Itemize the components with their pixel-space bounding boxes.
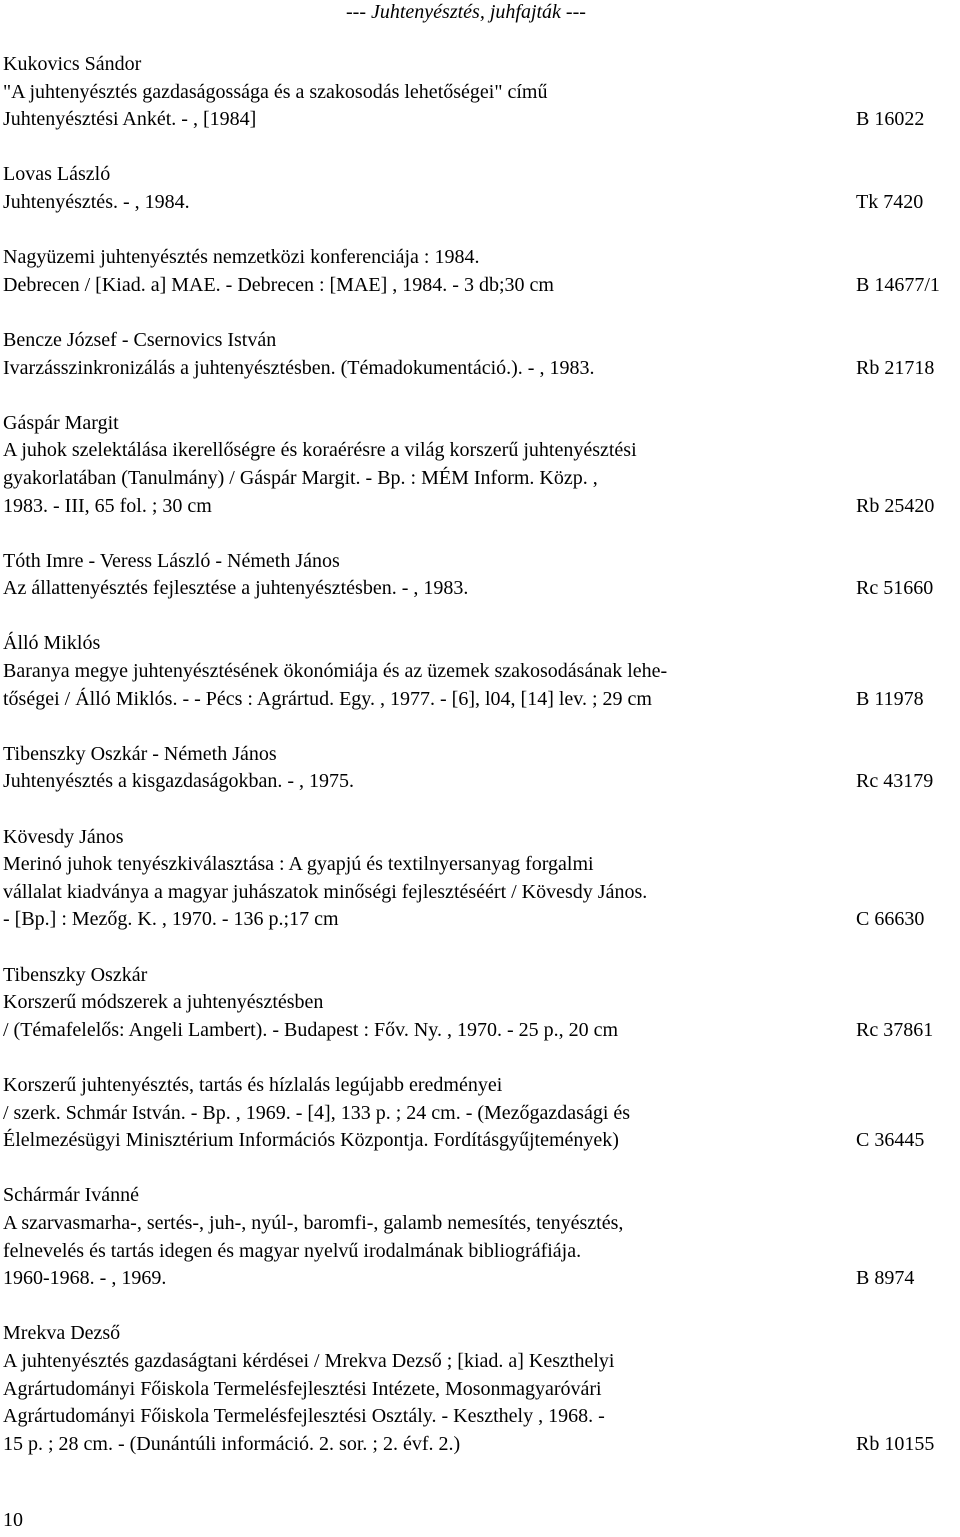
bibliography-entry	[3, 1320, 955, 1458]
page-number: 10	[3, 1509, 23, 1531]
entry-text: Korszerű módszerek a juhtenyésztésben	[3, 991, 324, 1014]
bibliography-entry	[3, 548, 955, 603]
entry-text: Élelmezésügyi Minisztérium Információs Központja. Fordításgyűjtemények)	[3, 1129, 619, 1152]
entry-author: Kövesdy János	[3, 825, 124, 848]
entry-text-line	[3, 272, 955, 300]
entry-text: Juhtenyésztési Ankét. - , [1984]	[3, 108, 257, 131]
bibliography-entry	[3, 410, 955, 520]
entry-text-line	[3, 1210, 955, 1238]
entry-author: Bencze József - Csernovics István	[3, 328, 277, 351]
entry-author-line	[3, 741, 955, 769]
entry-text: felnevelés és tartás idegen és magyar nyelvű irodalmának bibliográfiája.	[3, 1239, 582, 1262]
call-number: C 66630	[856, 908, 925, 931]
call-number: B 8974	[856, 1267, 915, 1290]
entry-text: tőségei / Álló Miklós. - - Pécs : Agrártud. Egy. , 1977. - [6], l04, [14] lev. ; 29 cm	[3, 687, 652, 710]
entry-text: / (Témafelelős: Angeli Lambert). - Budapest : Főv. Ny. , 1970. - 25 p., 20 cm	[3, 1018, 619, 1041]
entry-text-line	[3, 1238, 955, 1266]
entry-author: Lovas László	[3, 163, 111, 186]
entry-author: Mrekva Dezső	[3, 1322, 121, 1345]
bibliography-entry	[3, 741, 955, 796]
entry-author: Tibenszky Oszkár - Németh János	[3, 742, 277, 765]
call-number: Rc 43179	[856, 770, 934, 793]
entry-author-line	[3, 51, 955, 79]
entry-text-line	[3, 1265, 955, 1293]
entry-author: Nagyüzemi juhtenyésztés nemzetközi konferenciája : 1984.	[3, 246, 480, 269]
entry-text: 15 p. ; 28 cm. - (Dunántúli információ. 2. sor. ; 2. évf. 2.)	[3, 1432, 461, 1455]
call-number: B 11978	[856, 687, 924, 710]
entry-text: - [Bp.] : Mezőg. K. , 1970. - 136 p.;17 cm	[3, 908, 339, 931]
bibliography-entry	[3, 1072, 955, 1155]
entry-author-line	[3, 548, 955, 576]
bibliography-entry	[3, 1182, 955, 1292]
call-number: Rb 10155	[856, 1432, 935, 1455]
bibliography-entry	[3, 51, 955, 134]
entry-text-line	[3, 189, 955, 217]
entry-text: Merinó juhok tenyészkiválasztása : A gyapjú és textilnyersanyag forgalmi	[3, 853, 594, 876]
entry-author-line	[3, 824, 955, 852]
entry-text: 1960-1968. - , 1969.	[3, 1267, 167, 1290]
call-number: B 16022	[856, 108, 925, 131]
entry-author-line	[3, 630, 955, 658]
entry-text: Juhtenyésztés a kisgazdaságokban. - , 1975.	[3, 770, 355, 793]
entry-text: "A juhtenyésztés gazdaságossága és a szakosodás lehetőségei" című	[3, 80, 548, 103]
entry-text: A juhtenyésztés gazdaságtani kérdései / Mrekva Dezső ; [kiad. a] Keszthelyi	[3, 1349, 615, 1372]
entry-text-line	[3, 768, 955, 796]
bibliography-entry	[3, 327, 955, 382]
entry-author: Tibenszky Oszkár	[3, 963, 148, 986]
entry-author: Korszerű juhtenyésztés, tartás és hízlalás legújabb eredményei	[3, 1073, 503, 1096]
entry-text-line	[3, 106, 955, 134]
bibliography-entry	[3, 962, 955, 1045]
entry-text-line	[3, 686, 955, 714]
call-number: Rc 51660	[856, 577, 934, 600]
entry-text: Juhtenyésztés. - , 1984.	[3, 190, 190, 213]
entry-text-line	[3, 1100, 955, 1128]
entry-text-line	[3, 1376, 955, 1404]
entry-text-line	[3, 658, 955, 686]
entry-author-line	[3, 244, 955, 272]
entry-text-line	[3, 575, 955, 603]
entry-text: Az állattenyésztés fejlesztése a juhtenyésztésben. - , 1983.	[3, 577, 469, 600]
entry-text-line	[3, 355, 955, 383]
bibliography-entry	[3, 244, 955, 299]
entry-text-line	[3, 465, 955, 493]
entry-author-line	[3, 161, 955, 189]
entry-text: Debrecen / [Kiad. a] MAE. - Debrecen : [MAE] , 1984. - 3 db;30 cm	[3, 273, 554, 296]
page-header: --- Juhtenyésztés, juhfajták ---	[346, 1, 586, 23]
bibliography-list	[3, 51, 955, 1486]
call-number: Rb 21718	[856, 356, 935, 379]
entry-text-line	[3, 1348, 955, 1376]
call-number: Tk 7420	[856, 190, 924, 213]
entry-text-line	[3, 989, 955, 1017]
entry-author-line	[3, 1320, 955, 1348]
bibliography-entry	[3, 630, 955, 713]
entry-author-line	[3, 1182, 955, 1210]
entry-text-line	[3, 879, 955, 907]
call-number: B 14677/1	[856, 273, 940, 296]
entry-text: Agrártudományi Főiskola Termelésfejlesztési Intézete, Mosonmagyaróvári	[3, 1377, 602, 1400]
entry-author: Álló Miklós	[3, 632, 101, 655]
entry-text: gyakorlatában (Tanulmány) / Gáspár Margit. - Bp. : MÉM Inform. Közp. ,	[3, 466, 598, 489]
entry-text-line	[3, 1017, 955, 1045]
entry-author-line	[3, 962, 955, 990]
bibliography-entry	[3, 824, 955, 934]
entry-text: Agrártudományi Főiskola Termelésfejlesztési Osztály. - Keszthely , 1968. -	[3, 1405, 605, 1428]
entry-author-line	[3, 1072, 955, 1100]
entry-text-line	[3, 493, 955, 521]
entry-text: A juhok szelektálása ikerellőségre és koraérésre a világ korszerű juhtenyésztési	[3, 439, 637, 462]
entry-text-line	[3, 1431, 955, 1459]
entry-author: Schármár Ivánné	[3, 1184, 140, 1207]
entry-text: / szerk. Schmár István. - Bp. , 1969. - [4], 133 p. ; 24 cm. - (Mezőgazdasági és	[3, 1101, 631, 1124]
entry-text: Baranya megye juhtenyésztésének ökonómiája és az üzemek szakosodásának lehe-	[3, 660, 668, 683]
entry-text: A szarvasmarha-, sertés-, juh-, nyúl-, baromfi-, galamb nemesítés, tenyésztés,	[3, 1211, 624, 1234]
bibliography-entry	[3, 161, 955, 216]
entry-text-line	[3, 851, 955, 879]
entry-author: Tóth Imre - Veress László - Németh János	[3, 549, 340, 572]
entry-author: Gáspár Margit	[3, 411, 119, 434]
entry-text-line	[3, 79, 955, 107]
entry-text-line	[3, 437, 955, 465]
entry-text: 1983. - III, 65 fol. ; 30 cm	[3, 494, 212, 517]
call-number: C 36445	[856, 1129, 925, 1152]
entry-text-line	[3, 1403, 955, 1431]
entry-author-line	[3, 327, 955, 355]
call-number: Rc 37861	[856, 1018, 934, 1041]
entry-text-line	[3, 1127, 955, 1155]
entry-author: Kukovics Sándor	[3, 53, 142, 75]
entry-author-line	[3, 410, 955, 438]
call-number: Rb 25420	[856, 494, 935, 517]
entry-text: vállalat kiadványa a magyar juhászatok minőségi fejlesztéséért / Kövesdy János.	[3, 880, 648, 903]
entry-text: Ivarzásszinkronizálás a juhtenyésztésben. (Témadokumentáció.). - , 1983.	[3, 356, 595, 379]
entry-text-line	[3, 906, 955, 934]
